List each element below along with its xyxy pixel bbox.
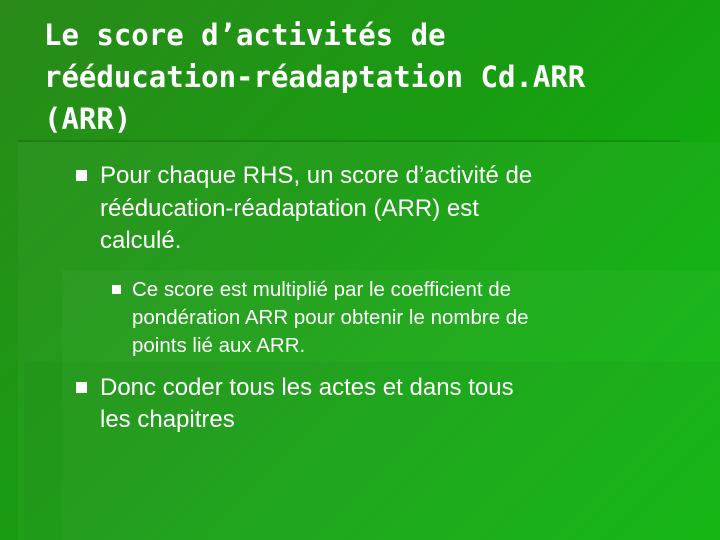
- bullet-line: points lié aux ARR.: [132, 333, 306, 357]
- title-divider: [18, 140, 680, 142]
- square-bullet-icon: [112, 285, 121, 294]
- square-bullet-icon: [76, 382, 87, 393]
- bullet-line: Donc coder tous les actes et dans tous: [100, 373, 514, 401]
- bullet-text: [132, 276, 694, 360]
- bullet-item-level-2: [44, 276, 694, 360]
- title-line: (ARR): [44, 102, 132, 136]
- title-line: Le score d’activités de: [44, 18, 446, 52]
- bullet-item-level-1: [44, 372, 694, 437]
- bullet-line: pondération ARR pour obtenir le nombre de: [132, 305, 529, 329]
- title-line: rééducation-réadaptation Cd.ARR: [44, 60, 586, 94]
- bullet-item-level-1: [44, 160, 694, 258]
- bullet-line: calculé.: [100, 227, 182, 254]
- bullet-line: Pour chaque RHS, un score d’activité de: [100, 162, 533, 189]
- bullet-line: rééducation-réadaptation (ARR) est: [100, 194, 479, 222]
- bullet-line: Ce score est multiplié par le coefficient de: [132, 277, 512, 301]
- slide-title: [44, 14, 704, 140]
- bullet-list: [44, 160, 694, 455]
- square-bullet-icon: [76, 170, 87, 181]
- bullet-line: les chapitres: [100, 406, 235, 433]
- bullet-text: [100, 160, 694, 258]
- bullet-text: [100, 372, 694, 437]
